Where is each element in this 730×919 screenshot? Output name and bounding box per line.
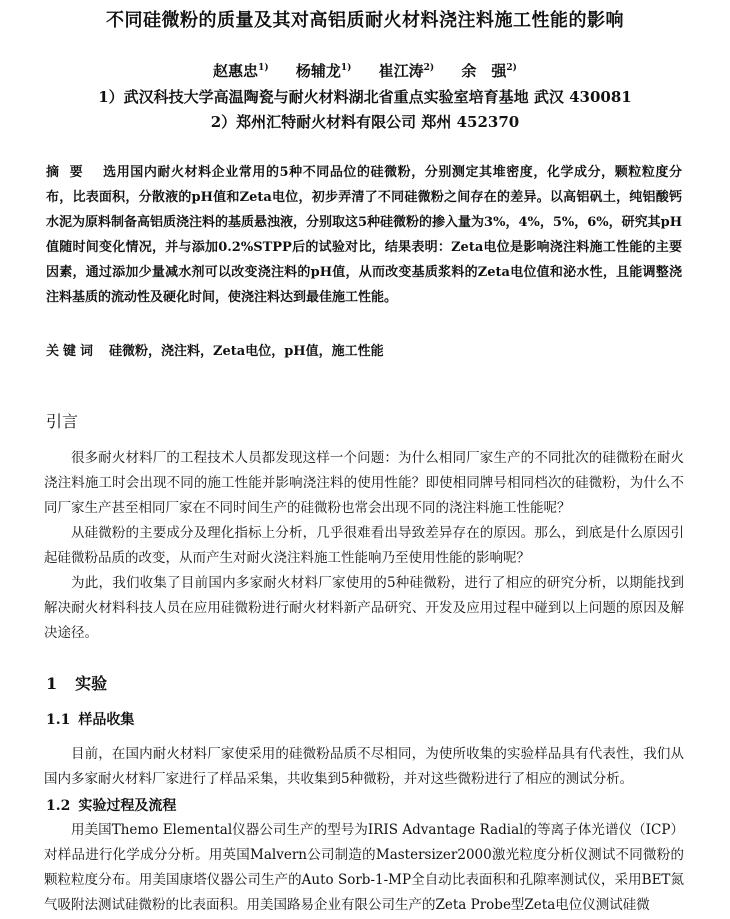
keywords-text: 硅微粉，浇注料，Zeta电位，pH值，施工性能	[109, 344, 384, 359]
paragraph: 目前，在国内耐火材料厂家使采用的硅微粉品质不尽相同，为使所收集的实验样品具有代表性，我们从国内多家耐火材料厂家进行了样品采集，共收集到5种微粉，并对这些微粉进行了相应的测试分析。	[44, 746, 684, 787]
author-affiliation-mark: 1)	[258, 63, 269, 73]
intro-body	[44, 446, 684, 646]
author: 余 强$^{2)}$	[461, 62, 517, 80]
paragraph: 用美国Themo Elemental仪器公司生产的型号为IRIS Advantage Radial的等离子体光谱仪（ICP）对样品进行化学成分分析。用英国Malvern公司制造的Mastersizer2000激光粒度分析仪测试不同微粉的颗粒粒度分布。用美国康塔仪器公司生产的Auto Sorb-1-MP全自动比表面积和孔隙率测试仪，采用BET氮气吸附法测试硅微粉的比表面积。用美国路易企业有限公司生产的Zeta Probe型Zeta电位仪测试硅微	[44, 822, 684, 913]
paper-title: 不同硅微粉的质量及其对高铝质耐火材料浇注料施工性能的影响	[106, 10, 624, 31]
abstract	[46, 160, 682, 310]
paragraph: 从硅微粉的主要成分及理化指标上分析，几乎很难看出导致差异存在的原因。那么，到底是什么原因引起硅微粉品质的改变，从而产生对耐火浇注料施工性能响乃至使用性能的影响呢？	[44, 525, 684, 566]
subsection-number: 1.2	[46, 798, 71, 814]
subsection-heading	[46, 709, 134, 729]
section-title: 实验	[75, 674, 108, 693]
affiliation-2: 2）郑州汇特耐火材料有限公司 郑州 452370	[210, 113, 520, 131]
paragraph: 为此，我们收集了目前国内多家耐火材料厂家使用的5种硅微粉，进行了相应的研究分析，以期能找到解决耐火材料科技人员在应用硅微粉进行耐火材料新产品研究、开发及应用过程中碰到以上问题的原因及解决途径。	[44, 575, 684, 641]
author: 崔江涛$^{2)}$	[378, 62, 435, 80]
section-heading	[46, 671, 107, 694]
subsection-heading	[46, 795, 176, 815]
abstract-text: 选用国内耐火材料企业常用的5种不同品位的硅微粉，分别测定其堆密度，化学成分，颗粒粒度分布，比表面积，分散液的pH值和Zeta电位，初步弄清了不同硅微粉之间存在的差异。以高铝矾土，纯铝酸钙水泥为原料制备高铝质浇注料的基质悬浊液，分别取这5种硅微粉的掺入量为3%，4%，5%，6%，研究其pH值随时间变化情况，并与添加0.2%STPP后的试验对比，结果表明：Zeta电位是影响浇注料施工性能的主要因素，通过添加少量减水剂可以改变浇注料的pH值，从而改变基质浆料的Zeta电位值和泌水性，且能调整浇注料基质的流动性及硬化时间，使浇注料达到最佳施工性能。	[46, 165, 683, 305]
keywords	[46, 340, 682, 359]
author-affiliation-mark: 2)	[506, 63, 517, 73]
author-list	[0, 60, 730, 81]
keywords-label: 关键词	[46, 344, 98, 359]
subsection-title: 样品收集	[78, 712, 135, 728]
author: 杨辅龙$^{1)}$	[295, 62, 352, 80]
intro-heading: 引言	[46, 412, 79, 431]
abstract-label: 摘要	[46, 165, 94, 180]
subsection-body	[44, 818, 684, 918]
author-affiliation-mark: 2)	[423, 63, 435, 73]
affiliation-1: 1）武汉科技大学高温陶瓷与耐火材料湖北省重点实验室培育基地 武汉 430081	[98, 88, 632, 106]
subsection-title: 实验过程及流程	[78, 798, 177, 814]
section-number: 1	[46, 674, 58, 693]
subsection-number: 1.1	[46, 712, 71, 728]
author: 赵惠忠$^{1)}$	[213, 62, 269, 80]
author-affiliation-mark: 1)	[340, 63, 352, 73]
subsection-body	[44, 742, 684, 792]
paragraph: 很多耐火材料厂的工程技术人员都发现这样一个问题：为什么相同厂家生产的不同批次的硅微粉在耐火浇注料施工时会出现不同的施工性能并影响浇注料的使用性能？即使相同牌号相同档次的硅微粉，为什么不同厂家生产甚至相同厂家在不同时间生产的硅微粉也常会出现不同的浇注料施工性能呢？	[44, 450, 684, 516]
